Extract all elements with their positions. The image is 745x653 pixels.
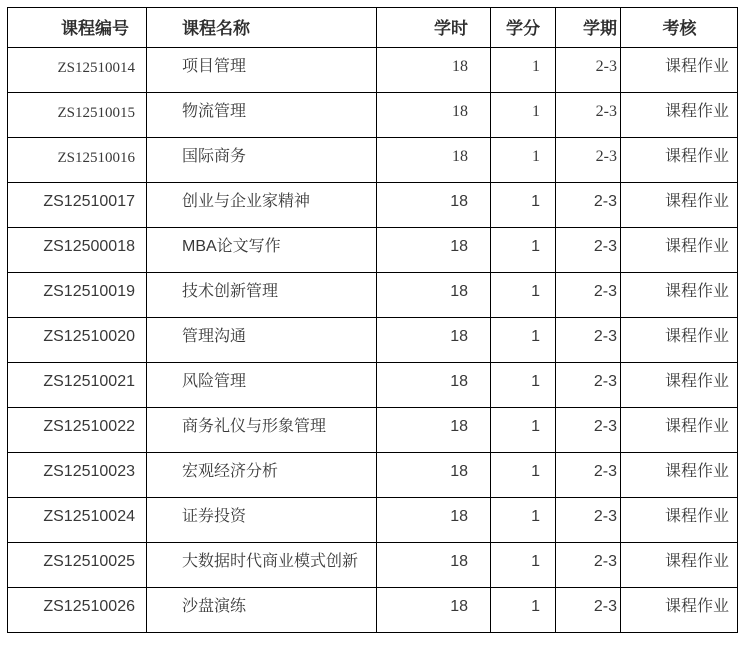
column-header-semester: 学期 [556,8,621,48]
cell-semester: 2-3 [556,453,621,498]
cell-hours: 18 [377,93,491,138]
table-row [8,453,738,498]
cell-assessment: 课程作业 [621,498,738,543]
cell-name: 项目管理 [147,48,377,93]
cell-hours: 18 [377,318,491,363]
table-row [8,48,738,93]
cell-name: 创业与企业家精神 [147,183,377,228]
table-row [8,408,738,453]
table-row [8,273,738,318]
cell-credits: 1 [491,228,556,273]
column-header-assessment: 考核 [621,8,738,48]
column-header-hours: 学时 [377,8,491,48]
cell-assessment: 课程作业 [621,228,738,273]
table-row [8,93,738,138]
cell-hours: 18 [377,183,491,228]
cell-name: 大数据时代商业模式创新 [147,543,377,588]
column-header-course-code: 课程编号 [8,8,147,48]
cell-hours: 18 [377,363,491,408]
cell-code: ZS12510026 [8,588,147,633]
cell-assessment: 课程作业 [621,273,738,318]
table-row [8,363,738,408]
cell-hours: 18 [377,498,491,543]
cell-semester: 2-3 [556,543,621,588]
cell-credits: 1 [491,363,556,408]
cell-code: ZS12510020 [8,318,147,363]
cell-name: 宏观经济分析 [147,453,377,498]
table-row [8,228,738,273]
cell-name: 沙盘演练 [147,588,377,633]
table-row [8,138,738,183]
cell-semester: 2-3 [556,363,621,408]
cell-semester: 2-3 [556,138,621,183]
cell-credits: 1 [491,318,556,363]
cell-hours: 18 [377,543,491,588]
table-row [8,543,738,588]
cell-credits: 1 [491,183,556,228]
column-header-credits: 学分 [491,8,556,48]
cell-credits: 1 [491,138,556,183]
cell-hours: 18 [377,228,491,273]
table-row [8,183,738,228]
table-row [8,588,738,633]
cell-hours: 18 [377,588,491,633]
cell-assessment: 课程作业 [621,453,738,498]
cell-code: ZS12510025 [8,543,147,588]
cell-code: ZS12510015 [8,93,147,138]
cell-code: ZS12510023 [8,453,147,498]
cell-credits: 1 [491,408,556,453]
cell-assessment: 课程作业 [621,318,738,363]
cell-name: MBA论文写作 [147,228,377,273]
cell-credits: 1 [491,588,556,633]
cell-assessment: 课程作业 [621,363,738,408]
cell-code: ZS12510022 [8,408,147,453]
cell-credits: 1 [491,498,556,543]
course-table [7,7,738,633]
cell-hours: 18 [377,273,491,318]
cell-semester: 2-3 [556,498,621,543]
cell-code: ZS12510024 [8,498,147,543]
cell-assessment: 课程作业 [621,138,738,183]
cell-hours: 18 [377,453,491,498]
cell-credits: 1 [491,543,556,588]
table-row [8,498,738,543]
cell-assessment: 课程作业 [621,93,738,138]
cell-credits: 1 [491,453,556,498]
column-header-course-name: 课程名称 [147,8,377,48]
cell-name: 风险管理 [147,363,377,408]
table-row [8,318,738,363]
cell-code: ZS12510017 [8,183,147,228]
cell-credits: 1 [491,48,556,93]
cell-semester: 2-3 [556,183,621,228]
cell-code: ZS12510021 [8,363,147,408]
cell-semester: 2-3 [556,408,621,453]
cell-name: 物流管理 [147,93,377,138]
cell-name: 国际商务 [147,138,377,183]
cell-assessment: 课程作业 [621,48,738,93]
cell-code: ZS12510019 [8,273,147,318]
cell-code: ZS12510014 [8,48,147,93]
cell-credits: 1 [491,93,556,138]
cell-code: ZS12510016 [8,138,147,183]
cell-semester: 2-3 [556,273,621,318]
cell-hours: 18 [377,48,491,93]
cell-assessment: 课程作业 [621,183,738,228]
cell-name: 管理沟通 [147,318,377,363]
cell-assessment: 课程作业 [621,408,738,453]
cell-assessment: 课程作业 [621,588,738,633]
cell-assessment: 课程作业 [621,543,738,588]
cell-name: 证券投资 [147,498,377,543]
cell-semester: 2-3 [556,318,621,363]
cell-semester: 2-3 [556,93,621,138]
cell-code: ZS12500018 [8,228,147,273]
cell-hours: 18 [377,138,491,183]
table-header-row [8,8,738,48]
cell-credits: 1 [491,273,556,318]
cell-semester: 2-3 [556,48,621,93]
cell-name: 技术创新管理 [147,273,377,318]
cell-semester: 2-3 [556,228,621,273]
cell-hours: 18 [377,408,491,453]
cell-name: 商务礼仪与形象管理 [147,408,377,453]
cell-semester: 2-3 [556,588,621,633]
course-table-body [8,48,738,633]
